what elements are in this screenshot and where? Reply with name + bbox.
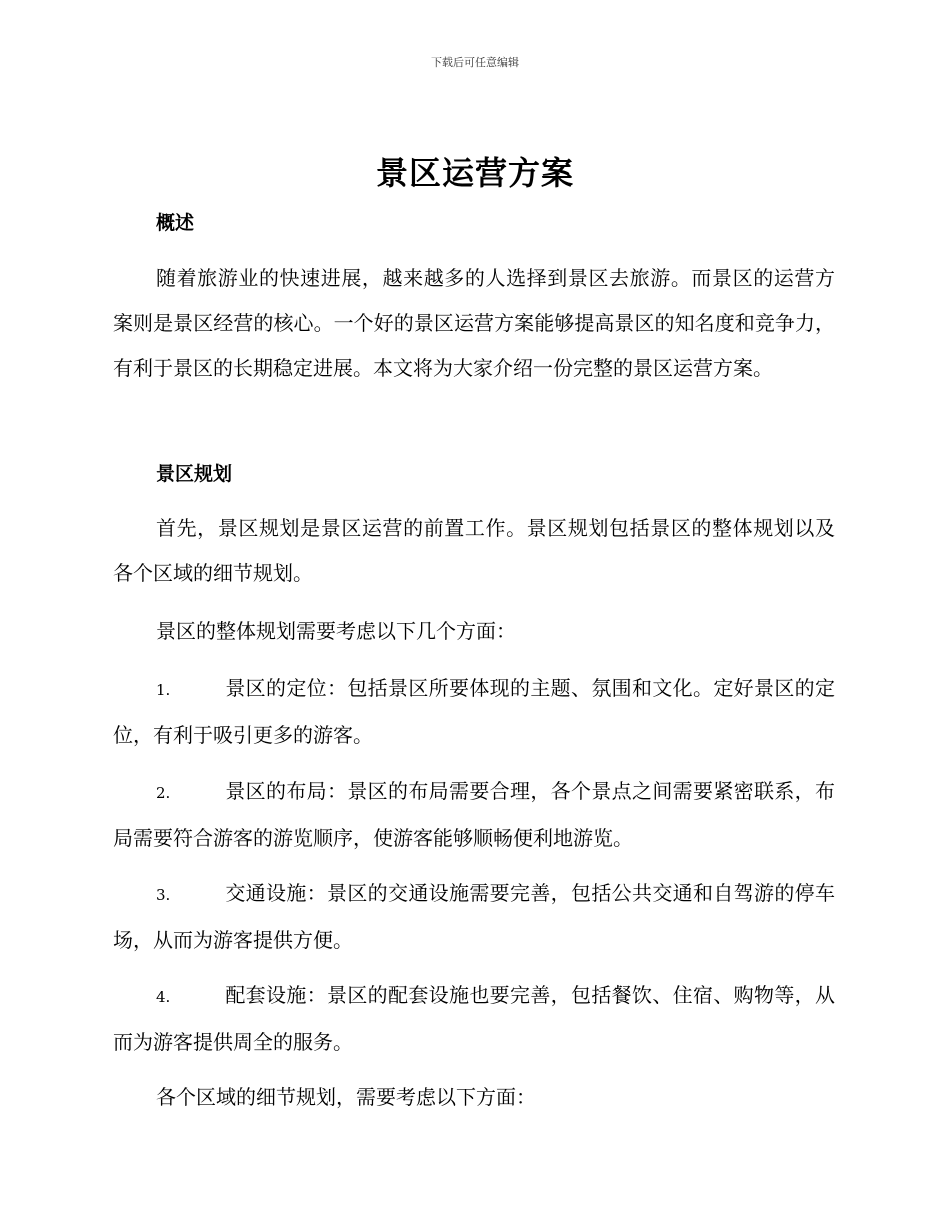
list-item xyxy=(113,973,835,1065)
overview-paragraph: 随着旅游业的快速进展，越来越多的人选择到景区去旅游。而景区的运营方案则是景区经营的核心。一个好的景区运营方案能够提高景区的知名度和竞争力，有利于景区的长期稳定进展。本文将为大家介绍一份完整的景区运营方案。 xyxy=(113,266,835,380)
list-item xyxy=(113,666,835,758)
section-heading-planning: 景区规划 xyxy=(156,463,233,485)
list-item-number: 1. xyxy=(156,681,171,699)
list-item-number: 2. xyxy=(156,784,171,802)
header-note: 下载后可任意编辑 xyxy=(431,56,519,69)
list-item-text: 交通设施：景区的交通设施需要完善，包括公共交通和自驾游的停车场，从而为游客提供方便。 xyxy=(113,881,835,952)
document-title: 景区运营方案 xyxy=(375,154,574,192)
list-item-number: 4. xyxy=(156,988,171,1006)
list-item-text: 配套设施：景区的配套设施也要完善，包括餐饮、住宿、购物等，从而为游客提供周全的服务。 xyxy=(113,983,835,1054)
list-item-text: 景区的布局：景区的布局需要合理，各个景点之间需要紧密联系，布局需要符合游客的游览顺序，使游客能够顺畅便利地游览。 xyxy=(113,779,835,850)
planning-paragraph-3: 各个区域的细节规划，需要考虑以下方面： xyxy=(156,1085,536,1109)
planning-paragraph-1: 首先，景区规划是景区运营的前置工作。景区规划包括景区的整体规划以及各个区域的细节规划。 xyxy=(113,516,835,585)
section-heading-overview: 概述 xyxy=(156,212,195,234)
list-item-number: 3. xyxy=(156,886,171,904)
planning-paragraph-2: 景区的整体规划需要考虑以下几个方面： xyxy=(156,619,516,643)
list-item xyxy=(113,871,835,963)
list-item-text: 景区的定位：包括景区所要体现的主题、氛围和文化。定好景区的定位，有利于吸引更多的游客。 xyxy=(113,676,835,747)
list-item xyxy=(113,769,835,861)
